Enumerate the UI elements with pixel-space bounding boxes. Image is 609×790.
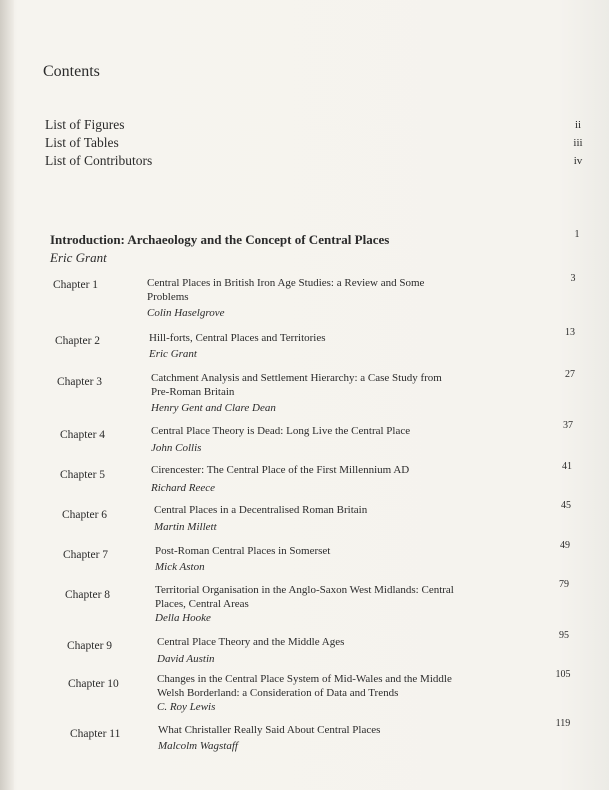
chapter-author: Eric Grant <box>149 348 197 360</box>
chapter-label: Chapter 6 <box>62 509 108 521</box>
chapter-author: Della Hooke <box>155 612 211 624</box>
chapter-author: John Collis <box>151 442 202 454</box>
chapter-title: What Christaller Really Said About Central Places <box>158 724 381 736</box>
chapter-label: Chapter 4 <box>60 429 106 441</box>
chapter-author: David Austin <box>157 653 215 665</box>
chapter-title: Changes in the Central Place System of Mid-Wales and the Middle Welsh Borderland: a Consideration of Data and Trends <box>157 673 452 699</box>
chapter-title: Central Place Theory is Dead: Long Live the Central Place <box>151 425 411 437</box>
chapter-page: 119 <box>555 718 571 729</box>
introduction-page: 1 <box>574 229 580 240</box>
chapter-page: 13 <box>565 327 575 338</box>
chapter-author: Colin Haselgrove <box>147 307 225 319</box>
chapter-label: Chapter 11 <box>70 728 121 740</box>
chapter-page: 49 <box>560 540 570 551</box>
chapter-title: Post-Roman Central Places in Somerset <box>155 545 331 557</box>
introduction-author: Eric Grant <box>50 250 107 265</box>
contents-title: Contents <box>43 63 100 80</box>
chapter-label: Chapter 8 <box>65 589 111 601</box>
chapter-page: 45 <box>561 500 571 511</box>
front-matter-tables: List of Tables <box>45 135 119 150</box>
chapter-label: Chapter 10 <box>68 678 119 690</box>
front-matter-contributors: List of Contributors <box>45 153 153 168</box>
chapter-title: Central Places in a Decentralised Roman Britain <box>154 504 368 516</box>
chapter-label: Chapter 2 <box>55 335 101 347</box>
chapter-page: 3 <box>570 273 576 284</box>
chapter-title: Central Place Theory and the Middle Ages <box>157 636 345 648</box>
chapter-label: Chapter 1 <box>53 279 99 291</box>
chapter-title: Central Places in British Iron Age Studies: a Review and Some Problems <box>147 277 425 303</box>
chapter-title: Territorial Organisation in the Anglo-Saxon West Midlands: Central Places, Central Areas <box>155 584 454 610</box>
chapter-author: C. Roy Lewis <box>157 701 216 713</box>
chapter-page: 105 <box>555 669 571 680</box>
chapter-label: Chapter 5 <box>60 469 106 481</box>
front-matter-tables-page: iii <box>573 137 583 149</box>
introduction-title: Introduction: Archaeology and the Concept of Central Places <box>50 232 390 247</box>
chapter-label: Chapter 3 <box>57 376 103 388</box>
chapter-page: 95 <box>559 630 569 641</box>
chapter-author: Mick Aston <box>155 561 205 573</box>
chapter-page: 37 <box>563 420 573 431</box>
chapter-title: Hill-forts, Central Places and Territories <box>149 332 326 344</box>
chapter-author: Richard Reece <box>151 482 216 494</box>
chapter-title: Cirencester: The Central Place of the First Millennium AD <box>151 464 410 476</box>
chapter-page: 79 <box>559 579 569 590</box>
page-gutter-shadow <box>0 0 14 790</box>
chapter-author: Martin Millett <box>154 521 217 533</box>
chapter-label: Chapter 7 <box>63 549 109 561</box>
chapter-page: 27 <box>565 369 575 380</box>
chapter-title: Catchment Analysis and Settlement Hierarchy: a Case Study from Pre-Roman Britain <box>151 372 442 398</box>
chapter-author: Henry Gent and Clare Dean <box>151 402 276 414</box>
front-matter-figures: List of Figures <box>45 117 125 132</box>
chapter-author: Malcolm Wagstaff <box>158 740 238 752</box>
chapter-page: 41 <box>562 461 572 472</box>
chapter-label: Chapter 9 <box>67 640 113 652</box>
front-matter-contributors-page: iv <box>573 155 583 167</box>
front-matter-figures-page: ii <box>574 119 582 131</box>
